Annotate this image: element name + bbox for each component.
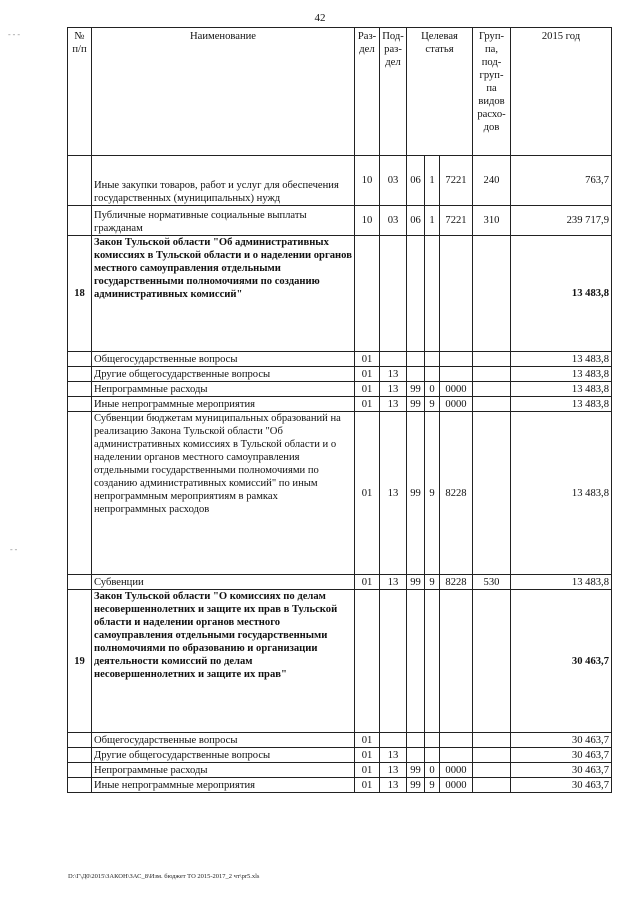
row-name: Закон Тульской области "О комиссиях по делам несовершеннолетних и защите их прав в Тульской области и наделении органов местного самоуправления отдельными государственными полномочиями по образованию и организации деятельности комиссий по делам несовершеннолетних и защите их прав" [92,590,355,733]
row-target-program: 99 [407,575,425,590]
table-row [68,382,612,397]
row-name: Иные непрограммные мероприятия [92,397,355,412]
row-target-program [407,352,425,367]
row-target-sub: 0 [425,763,440,778]
row-amount: 13 483,8 [511,397,612,412]
row-podrazdel: 03 [380,156,407,206]
row-podrazdel: 13 [380,748,407,763]
row-number [68,352,92,367]
row-podrazdel: 13 [380,778,407,793]
row-number [68,763,92,778]
row-podrazdel: 13 [380,367,407,382]
row-podrazdel [380,733,407,748]
row-expense-group [473,382,511,397]
row-target-code [440,236,473,352]
row-podrazdel: 13 [380,575,407,590]
file-path: D:\Г\Д0\2015\ЗАКОН\ЗАС_8\Изм. бюджет ТО 2015-2017_2 чт\pr5.xls [68,873,260,880]
row-podrazdel: 03 [380,206,407,236]
table-row [68,206,612,236]
row-expense-group: 310 [473,206,511,236]
row-number [68,397,92,412]
row-name: Непрограммные расходы [92,763,355,778]
row-expense-group [473,352,511,367]
row-podrazdel: 13 [380,412,407,575]
row-number [68,575,92,590]
row-target-program [407,733,425,748]
row-number [68,733,92,748]
row-razdel: 01 [355,412,380,575]
budget-table [67,27,612,793]
row-razdel: 01 [355,748,380,763]
row-razdel: 01 [355,397,380,412]
row-razdel: 01 [355,778,380,793]
row-razdel [355,590,380,733]
row-amount: 30 463,7 [511,778,612,793]
row-target-program: 99 [407,763,425,778]
row-razdel: 10 [355,156,380,206]
row-podrazdel [380,590,407,733]
row-target-code [440,352,473,367]
header-name: Наименование [92,28,355,156]
row-podrazdel [380,236,407,352]
row-expense-group [473,778,511,793]
header-razdel: Раз- дел [355,28,380,156]
table-row [68,156,612,206]
row-razdel: 10 [355,206,380,236]
row-target-code: 8228 [440,412,473,575]
row-target-program: 99 [407,778,425,793]
row-target-program [407,590,425,733]
row-target-code: 0000 [440,763,473,778]
row-expense-group [473,590,511,733]
row-target-code [440,367,473,382]
row-amount: 239 717,9 [511,206,612,236]
row-podrazdel: 13 [380,397,407,412]
row-target-program [407,236,425,352]
row-target-sub: 1 [425,206,440,236]
header-target: Целевая статья [407,28,473,156]
row-amount: 30 463,7 [511,590,612,733]
row-expense-group [473,367,511,382]
row-name: Другие общегосударственные вопросы [92,748,355,763]
row-amount: 30 463,7 [511,763,612,778]
row-number: 18 [68,236,92,352]
row-name: Закон Тульской области "Об административных комиссиях в Тульской области и о наделении органов местного самоуправления отдельными государственными полномочиями по созданию административных комиссий" [92,236,355,352]
row-number [68,156,92,206]
row-number [68,382,92,397]
row-target-program: 99 [407,382,425,397]
row-podrazdel [380,352,407,367]
row-expense-group: 530 [473,575,511,590]
row-target-program: 06 [407,156,425,206]
row-target-code [440,748,473,763]
row-target-program: 99 [407,397,425,412]
table-row [68,367,612,382]
row-target-sub: 9 [425,412,440,575]
row-target-code: 7221 [440,156,473,206]
table-row [68,748,612,763]
row-number [68,206,92,236]
table-row [68,397,612,412]
row-target-program [407,748,425,763]
row-number [68,412,92,575]
row-name: Общегосударственные вопросы [92,352,355,367]
row-amount: 763,7 [511,156,612,206]
row-name: Субвенции [92,575,355,590]
row-amount: 30 463,7 [511,733,612,748]
row-name: Общегосударственные вопросы [92,733,355,748]
row-target-code [440,733,473,748]
row-target-sub: 9 [425,397,440,412]
row-expense-group [473,748,511,763]
row-razdel: 01 [355,763,380,778]
page-number: 42 [314,12,326,24]
row-target-sub: 9 [425,575,440,590]
row-target-program: 99 [407,412,425,575]
row-amount: 13 483,8 [511,236,612,352]
row-target-sub [425,352,440,367]
row-amount: 30 463,7 [511,748,612,763]
row-expense-group [473,733,511,748]
row-razdel: 01 [355,352,380,367]
row-name: Другие общегосударственные вопросы [92,367,355,382]
row-razdel: 01 [355,367,380,382]
row-target-code: 0000 [440,778,473,793]
row-target-code: 0000 [440,382,473,397]
row-podrazdel: 13 [380,382,407,397]
row-amount: 13 483,8 [511,382,612,397]
row-target-sub: 1 [425,156,440,206]
scan-mark: ‑ ‑ ‑ [8,30,20,39]
table-row [68,575,612,590]
row-target-sub: 9 [425,778,440,793]
row-expense-group [473,412,511,575]
row-razdel: 01 [355,733,380,748]
row-name: Иные непрограммные мероприятия [92,778,355,793]
row-target-code [440,590,473,733]
row-name: Публичные нормативные социальные выплаты гражданам [92,206,355,236]
row-razdel: 01 [355,382,380,397]
row-target-code: 8228 [440,575,473,590]
row-razdel: 01 [355,575,380,590]
row-amount: 13 483,8 [511,367,612,382]
row-target-program [407,367,425,382]
header-num: № п/п [68,28,92,156]
row-amount: 13 483,8 [511,352,612,367]
table-row [68,763,612,778]
row-target-sub [425,236,440,352]
row-target-sub [425,748,440,763]
row-target-program: 06 [407,206,425,236]
table-row [68,590,612,733]
row-target-sub: 0 [425,382,440,397]
row-number: 19 [68,590,92,733]
table-header-row [68,28,612,156]
table-row [68,352,612,367]
row-target-sub [425,367,440,382]
row-expense-group: 240 [473,156,511,206]
row-amount: 13 483,8 [511,412,612,575]
row-target-code: 0000 [440,397,473,412]
table-row [68,236,612,352]
row-number [68,367,92,382]
row-name: Иные закупки товаров, работ и услуг для обеспечения государственных (муниципальных) нужд [92,156,355,206]
row-expense-group [473,397,511,412]
header-group: Груп- па, под- груп- па видов расхо- дов [473,28,511,156]
header-podrazdel: Под- раз- дел [380,28,407,156]
table-row [68,733,612,748]
row-target-sub [425,733,440,748]
row-podrazdel: 13 [380,763,407,778]
row-expense-group [473,236,511,352]
header-year: 2015 год [511,28,612,156]
row-target-code: 7221 [440,206,473,236]
scan-mark: - ‑ [10,545,18,554]
table-row [68,778,612,793]
row-expense-group [473,763,511,778]
row-name: Непрограммные расходы [92,382,355,397]
table-row [68,412,612,575]
row-target-sub [425,590,440,733]
row-name: Субвенции бюджетам муниципальных образований на реализацию Закона Тульской области "Об административных комиссиях в Тульской области и о наделении органов местного самоуправления отдельными государственными полномочиями по созданию административных комиссий" по иным непрограммным мероприятиям в рамках непрограммных расходов [92,412,355,575]
row-number [68,778,92,793]
row-razdel [355,236,380,352]
row-amount: 13 483,8 [511,575,612,590]
row-number [68,748,92,763]
